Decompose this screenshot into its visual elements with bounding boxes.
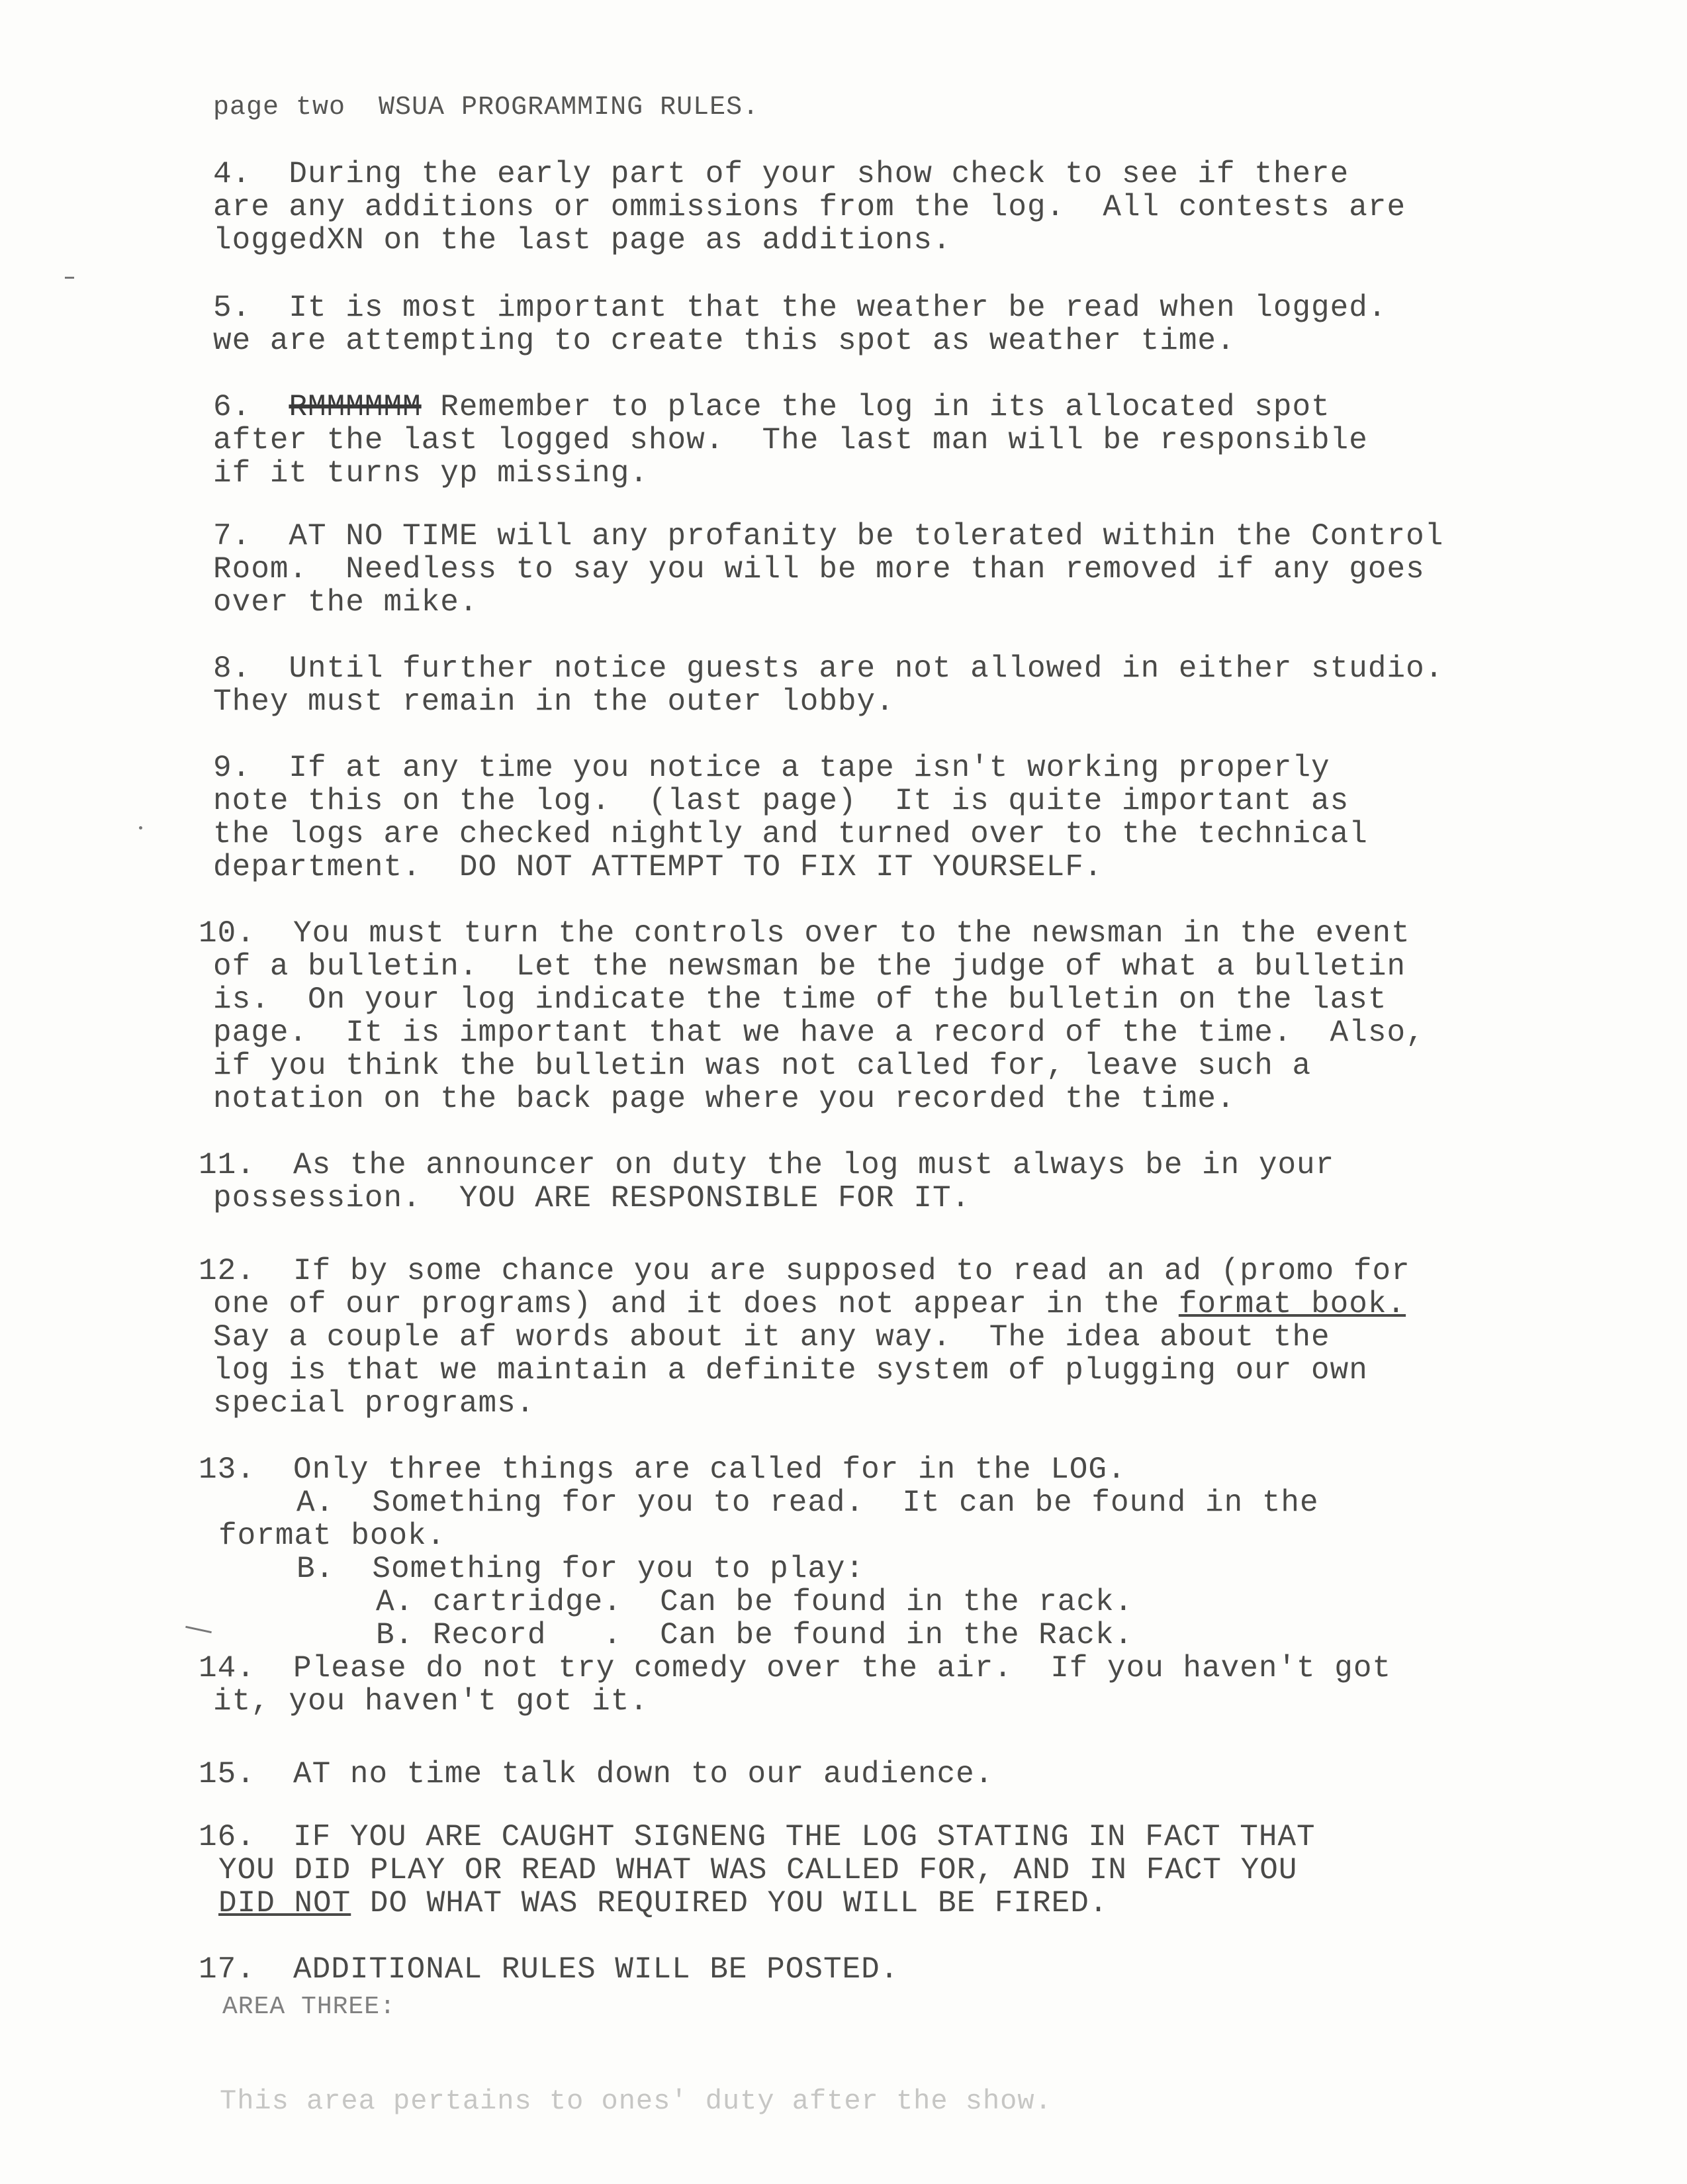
rule-4-line-3: loggedXN on the last page as additions. — [213, 223, 952, 258]
rule-13 — [199, 1453, 1535, 1652]
rule-10-line-4: page. It is important that we have a record of the time. Also, — [213, 1016, 1425, 1050]
rule-17 — [199, 1953, 1535, 1986]
rule-16-line-1: 16. IF YOU ARE CAUGHT SIGNENG THE LOG STATING IN FACT THAT — [199, 1820, 1316, 1854]
rule-16-line-3-text: DO WHAT WAS REQUIRED YOU WILL BE FIRED. — [351, 1886, 1109, 1921]
rule-14-line-1: 14. Please do not try comedy over the air. If you haven't got — [199, 1651, 1392, 1685]
rule-13-line-3: format book. — [218, 1519, 446, 1553]
rule-6-number: 6. — [213, 390, 251, 424]
rule-6-line-3: if it turns yp missing. — [213, 456, 649, 491]
rule-16-did-not: DID NOT — [218, 1886, 351, 1921]
rule-6 — [199, 391, 1535, 490]
rule-7-line-2: Room. Needless to say you will be more than removed if any goes — [213, 552, 1425, 587]
area-three-text: This area pertains to ones' duty after the show. — [220, 2085, 1052, 2117]
rule-4-line-1: 4. During the early part of your show check to see if there — [213, 157, 1349, 191]
rule-15-line-1: 15. AT no time talk down to our audience. — [199, 1757, 994, 1791]
rule-7-line-3: over the mike. — [213, 585, 479, 620]
rule-7 — [199, 520, 1535, 619]
rule-10-line-3: is. On your log indicate the time of the bulletin on the last — [213, 982, 1387, 1017]
rule-10-line-5: if you think the bulletin was not called for, leave such a — [213, 1049, 1312, 1083]
rule-4 — [199, 158, 1535, 257]
rule-16 — [199, 1821, 1535, 1920]
rule-10 — [199, 917, 1535, 1116]
rule-5 — [199, 291, 1535, 357]
rule-4-line-2: are any additions or ommissions from the log. All contests are — [213, 190, 1406, 224]
rule-12 — [199, 1255, 1535, 1420]
rule-6-line-1-text: Remember to place the log in its allocated spot — [421, 390, 1330, 424]
rule-14-line-2: it, you haven't got it. — [213, 1684, 649, 1719]
rule-13-item-a: A. Something for you to read. It can be found in the — [296, 1486, 1319, 1520]
rule-16-line-2: YOU DID PLAY OR READ WHAT WAS CALLED FOR, AND IN FACT YOU — [218, 1853, 1298, 1887]
rule-11-line-1: 11. As the announcer on duty the log must always be in your — [199, 1148, 1335, 1182]
rule-11-line-2: possession. YOU ARE RESPONSIBLE FOR IT. — [213, 1181, 971, 1215]
rule-8-line-2: They must remain in the outer lobby. — [213, 685, 895, 719]
rule-12-line-3: Say a couple af words about it any way. The idea about the — [213, 1320, 1330, 1354]
rule-5-line-1: 5. It is most important that the weather be read when logged. — [213, 291, 1387, 325]
rule-8-line-1: 8. Until further notice guests are not allowed in either studio. — [213, 651, 1444, 686]
rule-12-line-5: special programs. — [213, 1386, 535, 1421]
rule-9-line-3: the logs are checked nightly and turned over to the technical — [213, 817, 1368, 851]
rule-12-line-2-text: one of our programs) and it does not appear in the — [213, 1287, 1179, 1321]
rule-10-line-6: notation on the back page where you recorded the time. — [213, 1082, 1236, 1116]
rule-10-line-2: of a bulletin. Let the newsman be the judge of what a bulletin — [213, 949, 1406, 984]
rule-9 — [199, 751, 1535, 884]
rule-13-item-b-b: B. Record . Can be found in the Rack. — [376, 1618, 1134, 1652]
area-three-heading: AREA THREE: — [222, 1993, 396, 2021]
rule-10-line-1: 10. You must turn the controls over to the newsman in the event — [199, 916, 1410, 951]
rule-12-line-4: log is that we maintain a definite system of plugging our own — [213, 1353, 1368, 1388]
rule-13-item-b: B. Something for you to play: — [296, 1552, 865, 1586]
rule-6-line-2: after the last logged show. The last man will be responsible — [213, 423, 1368, 457]
rule-13-line-1: 13. Only three things are called for in the LOG. — [199, 1452, 1126, 1487]
rule-9-line-2: note this on the log. (last page) It is quite important as — [213, 784, 1349, 818]
rule-5-line-2: we are attempting to create this spot as weather time. — [213, 324, 1236, 358]
rule-16-line-3 — [199, 1887, 1535, 1920]
rule-6-line-1 — [199, 391, 1535, 424]
rule-14 — [199, 1652, 1535, 1718]
rule-9-line-4: department. DO NOT ATTEMPT TO FIX IT YOURSELF. — [213, 850, 1103, 884]
rule-7-line-1: 7. AT NO TIME will any profanity be tolerated within the Control — [213, 519, 1444, 553]
page-header: page two WSUA PROGRAMMING RULES. — [213, 93, 760, 122]
rule-17-line-1: 17. ADDITIONAL RULES WILL BE POSTED. — [199, 1952, 899, 1987]
rule-15 — [199, 1758, 1535, 1791]
rule-12-line-2 — [199, 1288, 1535, 1321]
rule-6-struck-text: RMMMMMM — [289, 390, 422, 424]
rule-12-line-1: 12. If by some chance you are supposed to read an ad (promo for — [199, 1254, 1410, 1288]
rule-9-line-1: 9. If at any time you notice a tape isn't working properly — [213, 751, 1330, 785]
rule-8 — [199, 652, 1535, 718]
rule-12-format-book: format book. — [1178, 1287, 1406, 1321]
margin-mark-dot — [139, 826, 142, 830]
rule-11 — [199, 1149, 1535, 1215]
rule-13-item-b-a: A. cartridge. Can be found in the rack. — [376, 1585, 1134, 1619]
margin-mark-top — [65, 277, 74, 279]
